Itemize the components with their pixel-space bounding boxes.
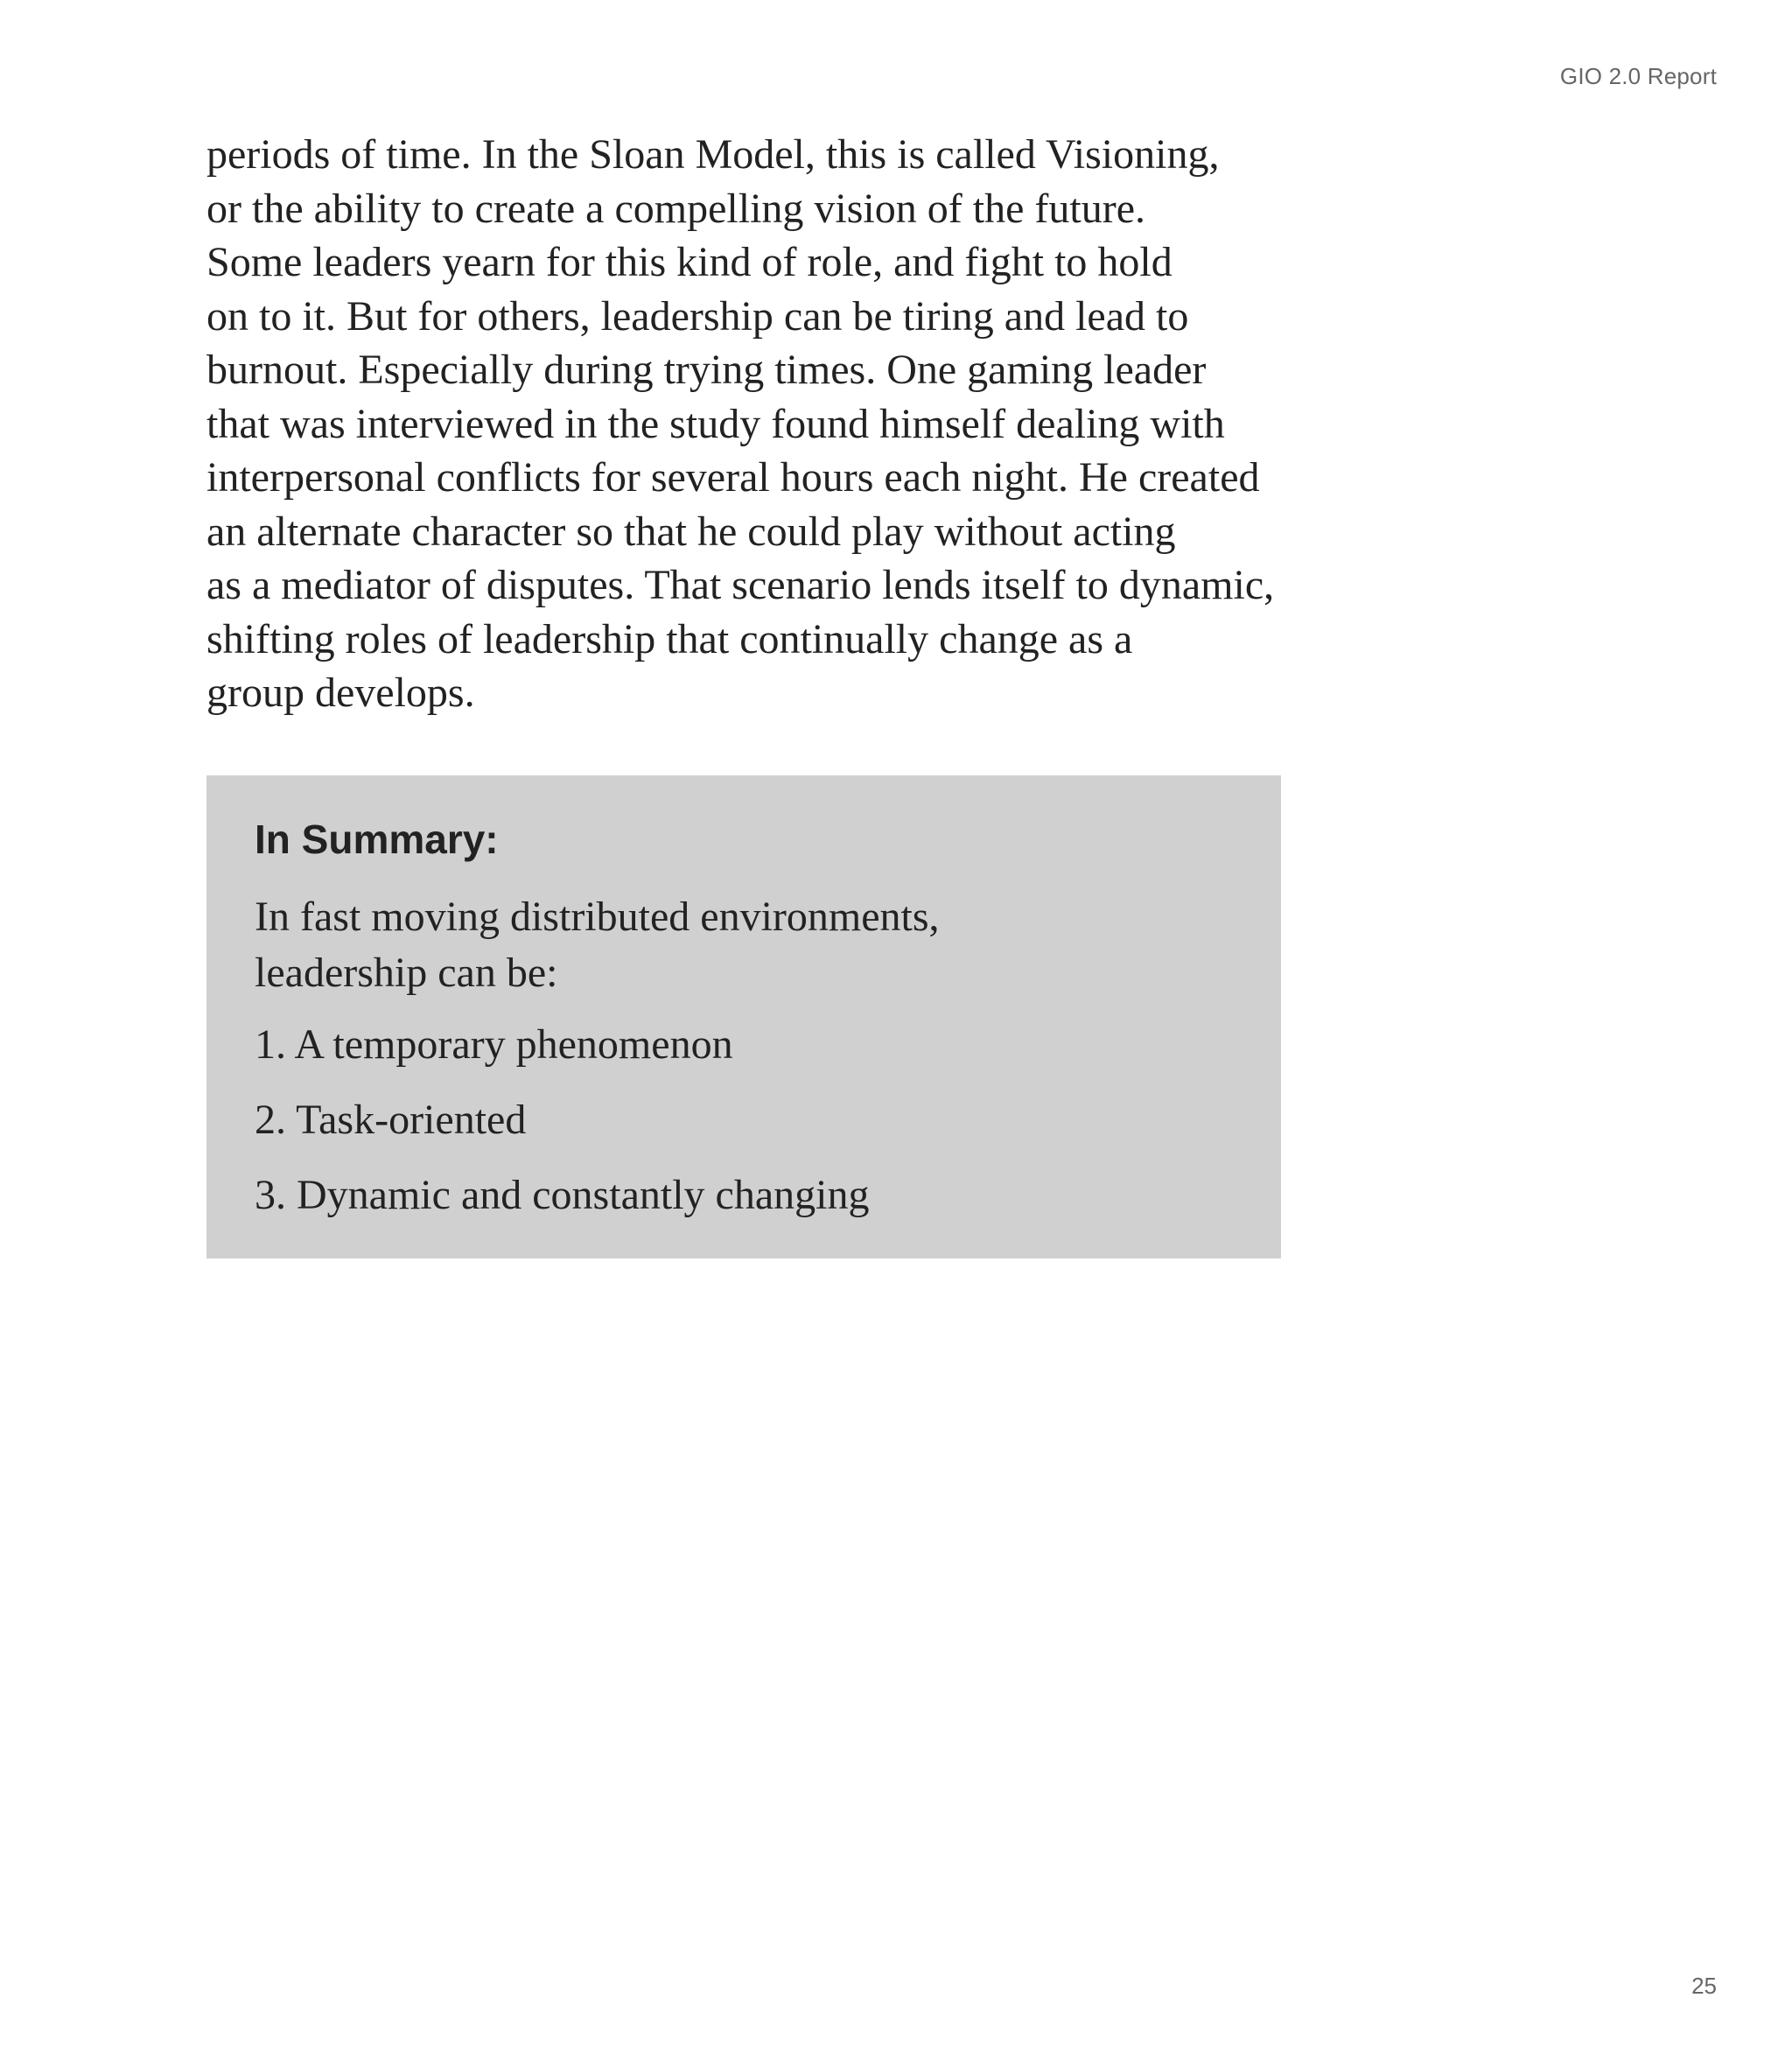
body-line: an alternate character so that he could play without acting [206,508,1176,555]
body-line: or the ability to create a compelling vision of the future. [206,185,1145,232]
body-line: interpersonal conflicts for several hours each night. He created [206,454,1260,501]
running-header: GIO 2.0 Report [1559,63,1717,89]
body-line: burnout. Especially during trying times. One gaming leader [206,347,1207,393]
body-line: shifting roles of leadership that continually change as a [206,615,1133,662]
summary-intro [255,889,940,1001]
body-line: on to it. But for others, leadership can be tiring and lead to [206,292,1189,340]
summary-list-item: 2. Task-oriented [255,1097,527,1143]
summary-intro-line: In fast moving distributed environments, [255,894,940,940]
summary-box [206,775,1281,1258]
body-line: periods of time. In the Sloan Model, this is called Visioning, [206,131,1220,178]
summary-heading: In Summary: [255,817,499,862]
summary-list [255,1017,870,1243]
page-number: 25 [1691,1973,1717,1999]
body-line: Some leaders yearn for this kind of role, and fight to hold [206,239,1172,285]
summary-list-item: 1. A temporary phenomenon [255,1021,733,1068]
summary-list-item: 3. Dynamic and constantly changing [255,1172,870,1218]
body-paragraph [206,128,1309,720]
body-line: that was interviewed in the study found himself dealing with [206,400,1225,447]
body-line: group develops. [206,669,475,716]
body-line: as a mediator of disputes. That scenario lends itself to dynamic, [206,562,1275,608]
summary-intro-line: leadership can be: [255,950,558,996]
